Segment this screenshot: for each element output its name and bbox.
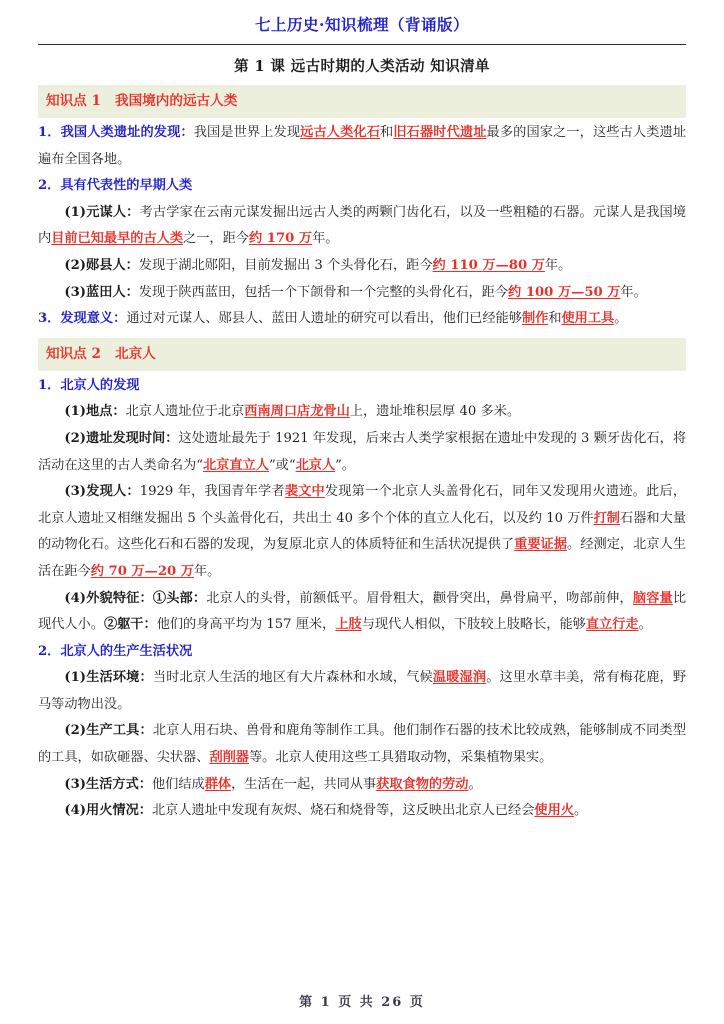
numbered-heading: 2．北京人的生产生活状况 xyxy=(38,643,193,659)
highlighted-term: 约 170 万 xyxy=(249,231,313,247)
content-paragraph xyxy=(38,426,686,479)
body-text: 。 xyxy=(573,803,588,819)
body-text: 与现代人相似，下肢较上肢略长，能够 xyxy=(361,617,586,633)
highlighted-term: 远古人类化石 xyxy=(300,125,381,140)
highlighted-term: 上肢 xyxy=(335,617,362,633)
knowledge-point-title: 我国境内的远古人类 xyxy=(114,93,238,109)
highlighted-term: 使用工具 xyxy=(561,311,615,327)
content-paragraph xyxy=(38,772,686,799)
highlighted-term: 约 100 万—50 万 xyxy=(508,284,621,300)
knowledge-point-banner xyxy=(38,338,686,371)
highlighted-term: 约 70 万—20 万 xyxy=(90,563,194,579)
highlighted-term: 约 110 万—80 万 xyxy=(432,257,545,273)
numbered-heading: 1．我国人类遗址的发现： xyxy=(38,125,194,140)
body-text: 考古学家在云南元谋发掘出远古人类的两颗门齿化石，以及一些粗糙的石器。元谋人是我国境内 xyxy=(38,204,687,247)
body-text: 我国是世界上发现 xyxy=(193,125,301,140)
body-text: 最多的国家之一，这些古人类遗址遍布全国各地。 xyxy=(38,125,687,167)
body-text: 和 xyxy=(380,125,394,140)
highlighted-term: 制作 xyxy=(521,311,549,327)
highlighted-term: 北京直立人 xyxy=(203,457,269,473)
content-paragraph xyxy=(38,373,686,400)
sub-item-label: (2)遗址发现时间： xyxy=(64,430,179,446)
content-paragraph xyxy=(38,173,686,200)
content-paragraph xyxy=(38,306,686,333)
body-text: 发现于陕西蓝田，包括一个下颌骨和一个完整的头骨化石，距今 xyxy=(138,284,509,300)
page-footer: 第 1 页 共 26 页 xyxy=(299,995,425,1010)
body-text: 年。 xyxy=(544,257,572,273)
body-text: 北京人的头骨，前额低平。眉骨粗大，颧骨突出，鼻骨扁平，吻部前伸， xyxy=(206,590,633,606)
sub-item-label: (1)地点： xyxy=(64,404,126,420)
content-paragraph xyxy=(38,586,686,639)
body-text: 他们结成 xyxy=(151,776,205,792)
sub-item-label: (3)发现人： xyxy=(64,484,140,500)
highlighted-term: 打制 xyxy=(593,510,621,526)
content-paragraph xyxy=(38,120,686,173)
numbered-heading: 3．发现意义： xyxy=(38,311,127,327)
highlighted-term: 刮削器 xyxy=(209,750,249,766)
body-text: 北京人遗址位于北京 xyxy=(125,404,245,420)
highlighted-term: 直立行走 xyxy=(585,617,639,633)
page-title: 七上历史·知识梳理（背诵版） xyxy=(255,15,469,34)
sub-item-label: ②躯干： xyxy=(103,617,157,633)
sub-item-label: ①头部： xyxy=(152,590,207,606)
sub-item-label: (1)元谋人： xyxy=(64,204,140,220)
body-text: 这处遗址最先于 1921 年发现，后来古人类学家根据在遗址中发现的 3 颗牙齿化石，将活动在这里的古人类命名为“ xyxy=(38,430,687,473)
content-paragraph xyxy=(38,280,686,307)
body-text: 年。 xyxy=(193,563,221,579)
highlighted-term: 北京人 xyxy=(295,457,336,473)
body-text: 。这里水草丰美，常有梅花鹿，野马等动物出没。 xyxy=(38,670,687,712)
highlighted-term: 西南周口店龙骨山 xyxy=(244,404,350,420)
body-text: 年。 xyxy=(312,231,339,247)
sub-item-label: (4)外貌特征： xyxy=(64,590,153,606)
highlighted-term: 使用火 xyxy=(534,803,574,819)
content-paragraph xyxy=(38,399,686,426)
body-text: ”。 xyxy=(335,457,356,473)
highlighted-term: 获取食物的劳动 xyxy=(376,776,469,792)
content-paragraph xyxy=(38,253,686,280)
highlighted-term: 旧石器时代遗址 xyxy=(393,125,487,140)
body-text: ”或“ xyxy=(268,457,296,473)
sub-item-label: (2)郧县人： xyxy=(64,257,139,273)
body-text: 。 xyxy=(638,617,652,633)
body-text: 。经测定，北京人生活在距今 xyxy=(38,537,687,579)
highlighted-term: 目前已知最早的古人类 xyxy=(51,231,184,247)
body-text: 发现第一个北京人头盖骨化石，同年又发现用火遗迹。此后，北京人遗址又相继发掘出 5 个头盖骨化石，共出土 40 多个个体的直立人化石，以及约 10 万件 xyxy=(38,484,687,526)
document-content xyxy=(38,85,686,825)
content-paragraph xyxy=(38,798,686,825)
highlighted-term: 重要证据 xyxy=(514,537,568,553)
body-text: 石器和大量的动物化石。这些化石和石器的发现，为复原北京人的体质特征和生活状况提供了 xyxy=(38,510,687,553)
body-text: 他们的身高平均为 157 厘米， xyxy=(156,617,336,633)
highlighted-term: 群体 xyxy=(204,776,232,792)
sub-item-label: (3)生活方式： xyxy=(64,776,152,792)
numbered-heading: 1．北京人的发现 xyxy=(38,377,140,393)
content-paragraph xyxy=(38,665,686,718)
knowledge-point-label: 知识点 2 xyxy=(46,345,101,362)
numbered-heading: 2．具有代表性的早期人类 xyxy=(38,178,193,194)
sub-item-label: (1)生活环境： xyxy=(64,670,153,686)
knowledge-point-label: 知识点 1 xyxy=(46,93,101,109)
body-text: 。 xyxy=(468,776,482,792)
knowledge-point-banner xyxy=(38,85,686,118)
document-header xyxy=(0,0,724,36)
highlighted-term: 脑容量 xyxy=(632,590,673,606)
body-text: 上，遗址堆积层厚 40 多米。 xyxy=(349,404,521,420)
sub-item-label: (3)蓝田人： xyxy=(64,284,139,300)
body-text: 发现于湖北郧阳，目前发掘出 3 个头骨化石，距今 xyxy=(138,257,433,273)
content-paragraph xyxy=(38,639,686,666)
knowledge-point-title: 北京人 xyxy=(114,345,156,362)
lesson-title: 第 1 课 远古时期的人类活动 知识清单 xyxy=(234,58,490,75)
sub-item-label: (4)用火情况： xyxy=(64,803,152,819)
body-text: 之一，距今 xyxy=(183,231,249,247)
highlighted-term: 温暖湿润 xyxy=(432,670,487,686)
highlighted-term: 裴文中 xyxy=(284,484,325,500)
body-text: 北京人用石块、兽骨和鹿角等制作工具。他们制作石器的技术比较成熟，能够制成不同类型的工具，如砍砸器、尖状器、 xyxy=(38,723,687,766)
body-text: ，生活在一起，共同从事 xyxy=(231,776,377,792)
body-text: 当时北京人生活的地区有大片森林和水域，气候 xyxy=(152,670,433,686)
body-text: 北京人遗址中发现有灰烬、烧石和烧骨等，这反映出北京人已经会 xyxy=(151,803,535,819)
body-text: 和 xyxy=(548,311,562,327)
body-text: 年。 xyxy=(620,284,647,300)
body-text: 等。北京人使用这些工具猎取动物，采集植物果实。 xyxy=(249,750,553,766)
body-text: 比现代人小。 xyxy=(38,590,687,633)
body-text: 。 xyxy=(614,311,628,327)
content-paragraph xyxy=(38,200,686,253)
body-text: 1929 年，我国青年学者 xyxy=(139,484,285,500)
sub-item-label: (2)生产工具： xyxy=(64,723,153,739)
content-paragraph xyxy=(38,718,686,771)
content-paragraph xyxy=(38,479,686,585)
body-text: 通过对元谋人、郧县人、蓝田人遗址的研究可以看出，他们已经能够 xyxy=(126,311,522,327)
